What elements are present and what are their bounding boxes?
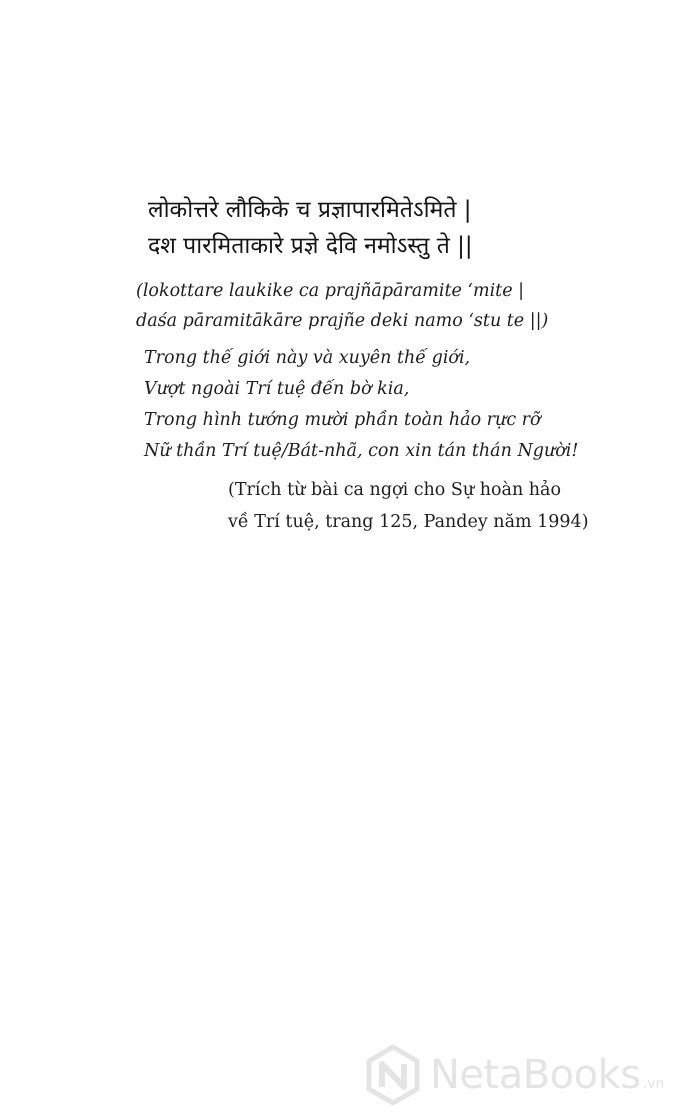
transliteration-line-2: daśa pāramitākāre prajñe deki namo ‘stu te ||) [136,311,549,331]
sanskrit-line-1: लोकोत्तरे लौकिके च प्रज्ञापारमितेऽमिते | [148,197,472,223]
verse-line-1: Trong thế giới này và xuyên thế giới, [144,348,471,368]
watermark-text: NetaBooks [430,1052,641,1098]
transliteration [136,276,676,336]
sanskrit-line-2: दश पारमिताकारे प्रज्ञे देवि नमोऽस्तु ते || [148,233,473,259]
transliteration-line-1: (lokottare laukike ca prajñāpāramite ‘mite | [136,281,525,301]
watermark-tld: .vn [642,1076,665,1092]
verse-line-3: Trong hình tướng mười phần toàn hảo rực rỡ [144,410,541,430]
netabooks-logo-icon [362,1044,424,1106]
citation-line-2: về Trí tuệ, trang 125, Pandey năm 1994) [228,512,589,532]
vietnamese-verse [144,343,684,467]
verse-line-4: Nữ thần Trí tuệ/Bát-nhã, con xin tán thán Người! [144,441,579,461]
watermark [362,1040,692,1110]
citation-line-1: (Trích từ bài ca ngợi cho Sự hoàn hảo [228,480,562,500]
sanskrit-verse [148,192,668,264]
citation [228,474,688,538]
verse-line-2: Vượt ngoài Trí tuệ đến bờ kia, [144,379,410,399]
